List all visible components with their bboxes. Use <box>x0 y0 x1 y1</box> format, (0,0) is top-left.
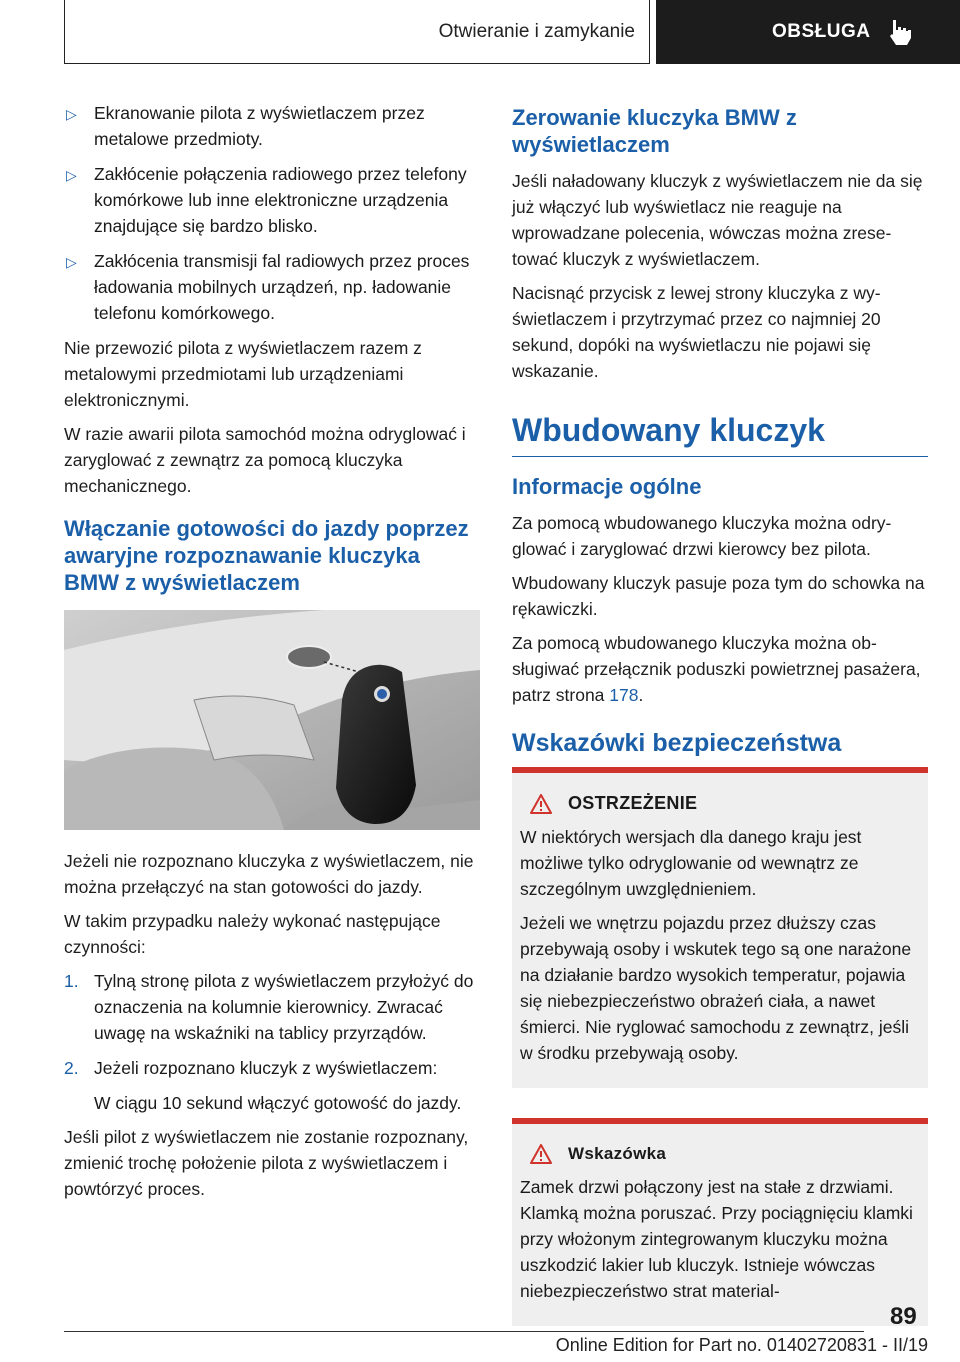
page-header <box>64 0 960 64</box>
triangle-bullet-icon: ▷ <box>66 106 77 122</box>
chapter-heading: Wbudowany kluczyk <box>512 410 928 457</box>
paragraph: W takim przypadku należy wykonać następujące czynności: <box>64 911 441 957</box>
triangle-bullet-icon: ▷ <box>66 167 77 183</box>
section-title: Otwieranie i zamykanie <box>64 0 650 64</box>
list-item: 1. Tylną stronę pilota z wyświetlaczem przyłożyć do oznaczenia na kolumnie kierownicy. Zwracać uwagę na wskaźniki na tablicy przyrządów. <box>64 971 474 1043</box>
left-column <box>64 100 480 1210</box>
paragraph: Nacisnąć przycisk z lewej strony kluczyka z wyświetlaczem i przytrzymać przez co najmniej 20 sekund, dopóki na wyświetlaczu nie pojawi się wskazanie. <box>512 283 881 381</box>
paragraph: Jeżeli nie rozpoznano kluczyka z wyświetlaczem, nie można przełączyć na stan gotowości do jazdy. <box>64 851 474 897</box>
warning-triangle-icon <box>530 794 552 814</box>
paragraph: Wbudowany kluczyk pasuje poza tym do schowka na rękawiczki. <box>512 573 925 619</box>
footer-divider <box>64 1331 864 1332</box>
paragraph: Jeśli naładowany kluczyk z wyświetlaczem nie da się już włączyć lub wyświetlacz nie reaguje na wprowadzane polecenia, wówczas można zresetować kluczyk z wyświetlaczem. <box>512 171 923 269</box>
list-item: 2. Jeżeli rozpoznano kluczyk z wyświetlaczem: <box>64 1058 438 1078</box>
section-heading: Wskazówki bezpieczeństwa <box>512 729 842 757</box>
edition-footer: Online Edition for Part no. 01402720831 - II/19 <box>555 1335 928 1355</box>
chapter-tab <box>656 0 960 64</box>
page-reference-link[interactable]: 178 <box>609 685 639 705</box>
warning-text: W niektórych wersjach dla danego kraju jest możliwe tylko odryglowanie od wewnątrz ze szczególnym uwzględnieniem. <box>520 827 862 899</box>
paragraph: W razie awarii pilota samochód można odryglować i zaryglować z zewnątrz za pomocą kluczyka mechanicznego. <box>64 424 466 496</box>
warning-text: Jeżeli we wnętrzu pojazdu przez dłuższy czas przebywają osoby i wskutek tego są one narażone na działanie bardzo wysokich temperatur, pojawia się niebezpieczeństwo obrażeń ciała, a nawet śmierci. Nie ryglować samochodu z zewnątrz, jeśli w środku przebywają osoby. <box>520 913 912 1063</box>
list-item: ▷ Zakłócenie połączenia radiowego przez telefony komórkowe lub inne elektroniczne urządzenia znajdujące się bardzo blisko. <box>66 164 467 236</box>
paragraph: Jeśli pilot z wyświetlaczem nie zostanie rozpoznany, zmienić trochę położenie pilota z wyświetlaczem i powtórzyć proces. <box>64 1127 469 1199</box>
page-number: 89 <box>890 1303 917 1330</box>
triangle-bullet-icon: ▷ <box>66 254 77 270</box>
paragraph: Nie przewozić pilota z wyświetlaczem razem z metalowymi przedmiotami lub urządzeniami elektronicznymi. <box>64 338 422 410</box>
section-heading: Informacje ogólne <box>512 474 702 499</box>
paragraph: Za pomocą wbudowanego kluczyka można obsługiwać przełącznik poduszki powietrznej pasażera, patrz strona 178. <box>512 633 921 705</box>
step-detail: W ciągu 10 sekund włączyć gotowość do jazdy. <box>94 1093 462 1113</box>
hand-pointer-icon <box>887 18 913 46</box>
warning-box <box>512 767 928 1088</box>
paragraph: Za pomocą wbudowanego kluczyka można odryglować i zaryglować drzwi kierowcy bez pilota. <box>512 513 892 559</box>
warning-title: OSTRZEŻENIE <box>530 793 920 814</box>
list-item: ▷ Ekranowanie pilota z wyświetlaczem przez metalowe przedmioty. <box>66 103 425 149</box>
list-item: ▷ Zakłócenia transmisji fal radiowych przez proces ładowania mobilnych urządzeń, np. ładowanie telefonu komórkowego. <box>66 251 470 323</box>
note-text: Zamek drzwi połączony jest na stałe z drzwiami. Klamką można poruszać. Przy pociągnięciu klamki przy włożonym zintegrowanym kluczyku można uszkodzić lakier lub kluczyk. Istnieje wówczas niebezpieczeństwo strat material- <box>520 1177 913 1301</box>
right-column <box>512 100 928 1326</box>
section-heading: Włączanie gotowości do jazdy poprzez awaryjne rozpoznawanie kluczyka BMW z wyświetlaczem <box>64 516 469 595</box>
key-steering-column-photo <box>64 610 480 830</box>
note-title: Wskazówka <box>530 1144 920 1164</box>
section-heading: Zerowanie kluczyka BMW z wyświetlaczem <box>512 105 797 157</box>
chapter-title: OBSŁUGA <box>772 21 871 42</box>
note-box <box>512 1118 928 1326</box>
warning-triangle-icon <box>530 1144 552 1164</box>
